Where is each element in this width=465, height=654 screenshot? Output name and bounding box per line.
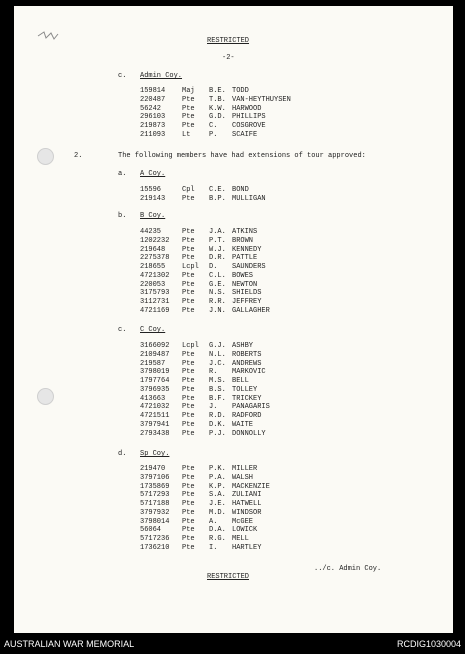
row-name: BELL — [232, 377, 249, 385]
row-init: A. — [209, 517, 218, 526]
row-rank: Pte — [182, 543, 195, 552]
page-number: -2- — [222, 54, 235, 62]
row-init: C. — [209, 122, 218, 130]
row-rank: Pte — [182, 298, 195, 306]
row-rank: Pte — [182, 403, 195, 412]
section-title: Admin Coy. — [140, 72, 183, 80]
row-rank: Pte — [182, 535, 195, 543]
row-init: D. — [209, 263, 218, 271]
row-init: G.J. — [209, 342, 226, 350]
row-name: ZULIANI — [232, 491, 262, 500]
row-rank: Pte — [182, 420, 195, 429]
row-name: ROBERTS — [232, 350, 262, 359]
row-rank: Pte — [182, 289, 195, 298]
header-classification: RESTRICTED — [207, 37, 250, 45]
row-init: D.A. — [209, 526, 226, 535]
row-name: HARTLEY — [232, 543, 262, 552]
row-name: SHIELDS — [232, 289, 262, 298]
row-init: R. — [209, 368, 218, 377]
row-rank: Pte — [182, 95, 195, 104]
row-init: G.D. — [209, 113, 226, 122]
sub-a-label: a. — [118, 170, 127, 178]
row-init: J. — [209, 403, 218, 412]
row-name: MILLER — [232, 465, 258, 473]
row-rank: Pte — [182, 465, 195, 473]
row-init: M.D. — [209, 508, 226, 517]
row-init: P.A. — [209, 473, 226, 482]
row-init: R.R. — [209, 298, 226, 306]
row-name: SCAIFE — [232, 130, 258, 139]
row-rank: Cpl — [182, 186, 195, 194]
row-rank: Pte — [182, 113, 195, 122]
row-rank: Pte — [182, 271, 195, 280]
row-name: HARWOOD — [232, 104, 262, 113]
row-name: TRICKEY — [232, 394, 262, 403]
row-num: 1797764 — [140, 377, 170, 385]
row-num: 44235 — [140, 228, 162, 236]
row-name: TODD — [232, 87, 249, 95]
row-init: I. — [209, 543, 218, 552]
row-rank: Lt — [182, 130, 191, 139]
row-num: 2275378 — [140, 254, 170, 263]
row-num: 296103 — [140, 113, 166, 122]
row-rank: Pte — [182, 394, 195, 403]
sub-b-label: b. — [118, 212, 127, 220]
row-rank: Pte — [182, 377, 195, 385]
row-init: J.N. — [209, 306, 226, 315]
row-init: B.P. — [209, 194, 226, 203]
row-num: 4721302 — [140, 271, 170, 280]
row-num: 4721032 — [140, 403, 170, 412]
row-init: B.E. — [209, 87, 226, 95]
row-init: D.R. — [209, 254, 226, 263]
row-name: GALLAGHER — [232, 306, 270, 315]
row-rank: Maj — [182, 87, 195, 95]
row-name: MARKOVIC — [232, 368, 266, 377]
row-num: 3796935 — [140, 385, 170, 394]
pencil-mark — [36, 28, 60, 44]
row-rank: Pte — [182, 245, 195, 254]
row-rank: Pte — [182, 104, 195, 113]
row-name: SAUNDERS — [232, 263, 266, 271]
row-init: R.G. — [209, 535, 226, 543]
row-num: 219648 — [140, 245, 166, 254]
row-rank: Lcpl — [182, 263, 199, 271]
sub-d-label: d. — [118, 450, 127, 458]
row-name: PHILLIPS — [232, 113, 266, 122]
row-rank: Pte — [182, 500, 195, 508]
row-name: BOWES — [232, 271, 254, 280]
row-rank: Pte — [182, 491, 195, 500]
archive-name: AUSTRALIAN WAR MEMORIAL — [4, 639, 135, 649]
section-label: c. — [118, 72, 127, 80]
row-num: 3112731 — [140, 298, 170, 306]
sub-a-title: A Coy. — [140, 170, 166, 178]
row-init: C.L. — [209, 271, 226, 280]
row-num: 5717188 — [140, 500, 170, 508]
row-num: 56242 — [140, 104, 162, 113]
continuation-note: ../c. Admin Coy. — [314, 565, 382, 573]
row-num: 413663 — [140, 394, 166, 403]
paragraph-text: The following members have had extensions of tour approved: — [118, 152, 366, 160]
row-name: VAN-HEYTHUYSEN — [232, 95, 291, 104]
row-num: 3166092 — [140, 342, 170, 350]
row-name: JEFFREY — [232, 298, 262, 306]
row-name: ANDREWS — [232, 359, 262, 368]
row-rank: Pte — [182, 517, 195, 526]
sub-c-title: C Coy. — [140, 326, 166, 334]
row-num: 219470 — [140, 465, 166, 473]
row-name: PANAGARIS — [232, 403, 270, 412]
row-num: 3797932 — [140, 508, 170, 517]
row-init: N.L. — [209, 350, 226, 359]
row-num: 3798019 — [140, 368, 170, 377]
footer-classification: RESTRICTED — [207, 573, 250, 581]
row-num: 4721169 — [140, 306, 170, 315]
row-init: P.K. — [209, 465, 226, 473]
row-init: K.P. — [209, 482, 226, 491]
row-num: 3175793 — [140, 289, 170, 298]
row-rank: Pte — [182, 385, 195, 394]
row-rank: Pte — [182, 280, 195, 289]
row-rank: Pte — [182, 429, 195, 438]
row-init: B.F. — [209, 394, 226, 403]
row-rank: Pte — [182, 359, 195, 368]
row-name: COSGROVE — [232, 122, 266, 130]
row-num: 3798014 — [140, 517, 170, 526]
row-rank: Pte — [182, 122, 195, 130]
row-name: DONNOLLY — [232, 429, 266, 438]
row-rank: Pte — [182, 482, 195, 491]
row-init: D.K. — [209, 420, 226, 429]
row-name: ASHBY — [232, 342, 254, 350]
paragraph-number: 2. — [74, 152, 83, 160]
row-rank: Pte — [182, 473, 195, 482]
row-init: K.W. — [209, 104, 226, 113]
row-name: ATKINS — [232, 228, 258, 236]
row-init: P.T. — [209, 236, 226, 245]
row-name: MELL — [232, 535, 249, 543]
row-num: 218655 — [140, 263, 166, 271]
row-num: 219873 — [140, 122, 166, 130]
row-init: M.S. — [209, 377, 226, 385]
punch-hole — [37, 148, 54, 165]
row-init: P.J. — [209, 429, 226, 438]
row-num: 1736210 — [140, 543, 170, 552]
row-init: T.B. — [209, 95, 226, 104]
row-num: 219587 — [140, 359, 166, 368]
archive-id: RCDIG1030004 — [396, 639, 461, 649]
row-rank: Pte — [182, 306, 195, 315]
row-name: MACKENZIE — [232, 482, 270, 491]
row-name: LOWICK — [232, 526, 258, 535]
row-num: 220487 — [140, 95, 166, 104]
row-name: BROWN — [232, 236, 254, 245]
sub-c-label: c. — [118, 326, 127, 334]
archive-footer — [0, 633, 465, 654]
row-name: WALSH — [232, 473, 254, 482]
row-init: C.E. — [209, 186, 226, 194]
row-rank: Pte — [182, 350, 195, 359]
row-init: S.A. — [209, 491, 226, 500]
row-name: NEWTON — [232, 280, 258, 289]
row-name: PATTLE — [232, 254, 258, 263]
row-name: KENNEDY — [232, 245, 262, 254]
row-num: 159814 — [140, 87, 166, 95]
row-init: G.E. — [209, 280, 226, 289]
row-rank: Pte — [182, 194, 195, 203]
row-name: WINDSOR — [232, 508, 262, 517]
row-name: HATWELL — [232, 500, 262, 508]
row-num: 15596 — [140, 186, 162, 194]
row-rank: Pte — [182, 254, 195, 263]
row-num: 3797106 — [140, 473, 170, 482]
row-init: J.E. — [209, 500, 226, 508]
row-num: 1735869 — [140, 482, 170, 491]
row-num: 219143 — [140, 194, 166, 203]
row-name: MULLIGAN — [232, 194, 266, 203]
sub-b-title: B Coy. — [140, 212, 166, 220]
row-name: WAITE — [232, 420, 254, 429]
row-init: R.D. — [209, 412, 226, 420]
row-name: RADFORD — [232, 412, 262, 420]
row-rank: Pte — [182, 508, 195, 517]
row-rank: Pte — [182, 228, 195, 236]
row-rank: Lcpl — [182, 342, 199, 350]
row-num: 211093 — [140, 130, 166, 139]
row-num: 4721511 — [140, 412, 170, 420]
row-num: 1202232 — [140, 236, 170, 245]
row-rank: Pte — [182, 526, 195, 535]
row-rank: Pte — [182, 368, 195, 377]
row-init: B.S. — [209, 385, 226, 394]
row-num: 220053 — [140, 280, 166, 289]
row-init: W.J. — [209, 245, 226, 254]
row-num: 3797941 — [140, 420, 170, 429]
punch-hole — [37, 388, 54, 405]
row-num: 2793438 — [140, 429, 170, 438]
row-init: P. — [209, 130, 218, 139]
sub-d-title: Sp Coy. — [140, 450, 170, 458]
row-num: 5717293 — [140, 491, 170, 500]
row-rank: Pte — [182, 412, 195, 420]
row-num: 2109487 — [140, 350, 170, 359]
row-init: J.C. — [209, 359, 226, 368]
row-num: 56064 — [140, 526, 162, 535]
row-name: TOLLEY — [232, 385, 258, 394]
row-name: BOND — [232, 186, 249, 194]
row-num: 5717236 — [140, 535, 170, 543]
row-name: McGEE — [232, 517, 254, 526]
row-rank: Pte — [182, 236, 195, 245]
row-init: J.A. — [209, 228, 226, 236]
row-init: N.S. — [209, 289, 226, 298]
